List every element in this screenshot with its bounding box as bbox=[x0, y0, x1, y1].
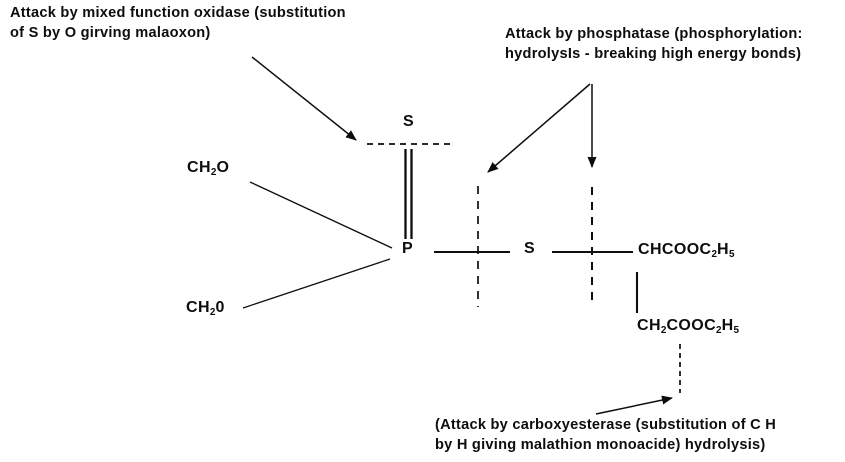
methoxy-group-top-label: $CH_2O$ bbox=[187, 159, 230, 178]
carboxyesterase-annotation-line2: by H giving malathion monoacide) hydrolysis) bbox=[435, 436, 766, 453]
carboxyesterase-annotation-line1: (Attack by carboxyesterase (substitution of C H bbox=[435, 417, 776, 433]
phosphatase-annotation bbox=[505, 25, 803, 64]
bond-methoxy-bottom-to-p bbox=[243, 259, 390, 308]
bond-methoxy-top-to-p bbox=[250, 182, 392, 248]
phosphatase-annotation-line1: Attack by phosphatase (phosphorylation: bbox=[505, 26, 803, 42]
phosphatase-attack-arrow-diagonal bbox=[488, 84, 590, 172]
phosphatase-annotation-line2: hydrolysIs - breaking high energy bonds) bbox=[505, 45, 802, 62]
ester-chain-bottom-label: $CH_2COOC_2H_5$ bbox=[637, 317, 740, 336]
oxidase-annotation-line2: of S by O girving malaoxon) bbox=[10, 24, 211, 41]
oxidase-annotation-line1: Attack by mixed function oxidase (substitution bbox=[10, 5, 346, 21]
phosphorus-atom-label: P bbox=[402, 240, 414, 257]
sulfur-mid-atom-label: S bbox=[524, 240, 536, 257]
sulfur-top-atom-label: S bbox=[403, 113, 415, 130]
oxidase-attack-arrow bbox=[252, 57, 356, 140]
oxidase-annotation bbox=[10, 4, 346, 43]
ester-chain-top-label: $CHCOOC_2H_5$ bbox=[638, 241, 735, 260]
carboxyesterase-attack-arrow bbox=[596, 398, 672, 414]
methoxy-group-bottom-label: $CH_20$ bbox=[186, 299, 225, 318]
carboxyesterase-annotation bbox=[435, 416, 776, 455]
